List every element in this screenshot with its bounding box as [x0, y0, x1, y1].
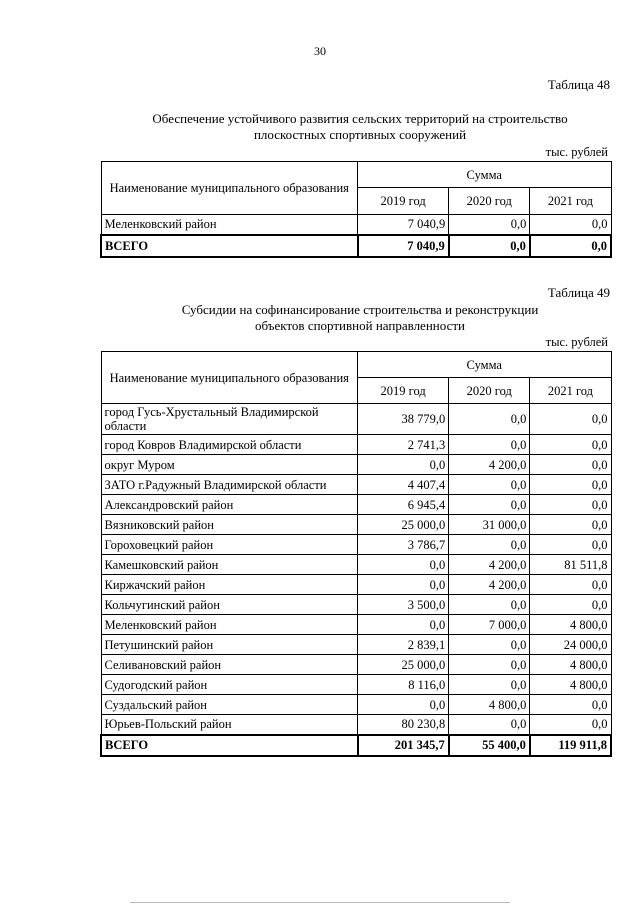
value-2020: 4 200,0 [449, 455, 530, 475]
header-sum: Сумма [358, 162, 612, 188]
value-2020: 0,0 [449, 475, 530, 495]
header-year-2019: 2019 год [358, 378, 449, 404]
table-49-unit: тыс. рублей [545, 335, 608, 349]
value-2021: 0,0 [530, 535, 611, 555]
table-49-label: Таблица 49 [547, 285, 610, 300]
value-2020: 0,0 [449, 595, 530, 615]
value-2021: 0,0 [530, 495, 611, 515]
table-row [101, 675, 611, 695]
value-2021: 0,0 [530, 575, 611, 595]
table-49-title [100, 302, 620, 334]
value-2019: 3 500,0 [358, 595, 449, 615]
table-48-total-row [101, 235, 611, 257]
header-name: Наименование муниципального образования [101, 352, 358, 404]
value-2020: 0,0 [449, 435, 530, 455]
table-row [101, 715, 611, 735]
table-row [101, 635, 611, 655]
table-48-title [100, 111, 620, 143]
value-2020: 0,0 [449, 495, 530, 515]
value-2020: 4 800,0 [449, 695, 530, 715]
table-row [101, 595, 611, 615]
value-2019: 7 040,9 [358, 215, 449, 235]
table-49-title-line1: Субсидии на софинансирование строительства и реконструкции [181, 302, 539, 317]
row-name: Юрьев-Польский район [101, 715, 358, 735]
row-name: ЗАТО г.Радужный Владимирской области [101, 475, 358, 495]
table-row [101, 515, 611, 535]
value-2021: 0,0 [530, 695, 611, 715]
value-2021: 4 800,0 [530, 655, 611, 675]
row-name: округ Муром [101, 455, 358, 475]
table-48-unit: тыс. рублей [545, 145, 608, 159]
value-2020: 0,0 [449, 535, 530, 555]
header-year-2021: 2021 год [530, 378, 611, 404]
value-2019: 2 839,1 [358, 635, 449, 655]
total-2021: 119 911,8 [530, 735, 611, 756]
row-name: Кольчугинский район [101, 595, 358, 615]
total-label: ВСЕГО [101, 235, 358, 257]
value-2019: 3 786,7 [358, 535, 449, 555]
header-name: Наименование муниципального образования [101, 162, 358, 215]
value-2019: 2 741,3 [358, 435, 449, 455]
value-2020: 4 200,0 [449, 555, 530, 575]
row-name: Селивановский район [101, 655, 358, 675]
total-2019: 7 040,9 [358, 235, 449, 257]
table-49-title-line2: объектов спортивной направленности [255, 318, 465, 333]
value-2020: 0,0 [449, 635, 530, 655]
row-name: Камешковский район [101, 555, 358, 575]
row-name: Меленковский район [101, 215, 358, 235]
value-2020: 4 200,0 [449, 575, 530, 595]
value-2019: 0,0 [358, 555, 449, 575]
value-2021: 4 800,0 [530, 615, 611, 635]
header-sum: Сумма [358, 352, 612, 378]
value-2019: 38 779,0 [358, 404, 449, 435]
value-2021: 0,0 [530, 475, 611, 495]
table-row [101, 555, 611, 575]
value-2019: 8 116,0 [358, 675, 449, 695]
value-2019: 4 407,4 [358, 475, 449, 495]
header-year-2021: 2021 год [530, 188, 611, 215]
table-row [101, 535, 611, 555]
row-name: Гороховецкий район [101, 535, 358, 555]
total-label: ВСЕГО [101, 735, 358, 756]
value-2021: 0,0 [530, 715, 611, 735]
value-2021: 4 800,0 [530, 675, 611, 695]
total-2021: 0,0 [530, 235, 611, 257]
page-number: 30 [314, 44, 326, 58]
table-48 [100, 161, 612, 258]
table-48-title-line2: плоскостных спортивных сооружений [253, 127, 467, 142]
table-row [101, 215, 611, 235]
value-2019: 6 945,4 [358, 495, 449, 515]
value-2019: 0,0 [358, 455, 449, 475]
value-2020: 0,0 [449, 655, 530, 675]
table-row [101, 695, 611, 715]
total-2019: 201 345,7 [358, 735, 449, 756]
table-49 [100, 351, 612, 757]
table-row [101, 455, 611, 475]
table-row [101, 655, 611, 675]
row-name: Петушинский район [101, 635, 358, 655]
table-48-title-line1: Обеспечение устойчивого развития сельских территорий на строительство [152, 111, 568, 126]
table-row [101, 435, 611, 455]
row-name: Меленковский район [101, 615, 358, 635]
header-year-2020: 2020 год [449, 188, 530, 215]
value-2021: 0,0 [530, 404, 611, 435]
value-2021: 81 511,8 [530, 555, 611, 575]
table-row [101, 615, 611, 635]
table-48-label: Таблица 48 [547, 77, 610, 92]
header-year-2020: 2020 год [449, 378, 530, 404]
value-2019: 0,0 [358, 615, 449, 635]
value-2020: 0,0 [449, 715, 530, 735]
value-2020: 31 000,0 [449, 515, 530, 535]
value-2020: 7 000,0 [449, 615, 530, 635]
header-year-2019: 2019 год [358, 188, 449, 215]
value-2019: 80 230,8 [358, 715, 449, 735]
row-name: Судогодский район [101, 675, 358, 695]
value-2021: 0,0 [530, 455, 611, 475]
row-name: Суздальский район [101, 695, 358, 715]
value-2019: 0,0 [358, 695, 449, 715]
table-row [101, 404, 611, 435]
total-2020: 55 400,0 [449, 735, 530, 756]
value-2019: 0,0 [358, 575, 449, 595]
row-name: Вязниковский район [101, 515, 358, 535]
row-name: Киржачский район [101, 575, 358, 595]
row-name: Александровский район [101, 495, 358, 515]
value-2020: 0,0 [449, 215, 530, 235]
table-row [101, 495, 611, 515]
footer-rule [130, 902, 510, 903]
value-2020: 0,0 [449, 675, 530, 695]
value-2021: 0,0 [530, 515, 611, 535]
value-2019: 25 000,0 [358, 655, 449, 675]
table-49-total-row [101, 735, 611, 756]
row-name: город Ковров Владимирской области [101, 435, 358, 455]
table-row [101, 475, 611, 495]
value-2021: 0,0 [530, 595, 611, 615]
value-2021: 24 000,0 [530, 635, 611, 655]
value-2020: 0,0 [449, 404, 530, 435]
row-name: город Гусь-Хрустальный Владимирской области [101, 404, 358, 435]
value-2019: 25 000,0 [358, 515, 449, 535]
value-2021: 0,0 [530, 215, 611, 235]
total-2020: 0,0 [449, 235, 530, 257]
table-row [101, 575, 611, 595]
value-2021: 0,0 [530, 435, 611, 455]
